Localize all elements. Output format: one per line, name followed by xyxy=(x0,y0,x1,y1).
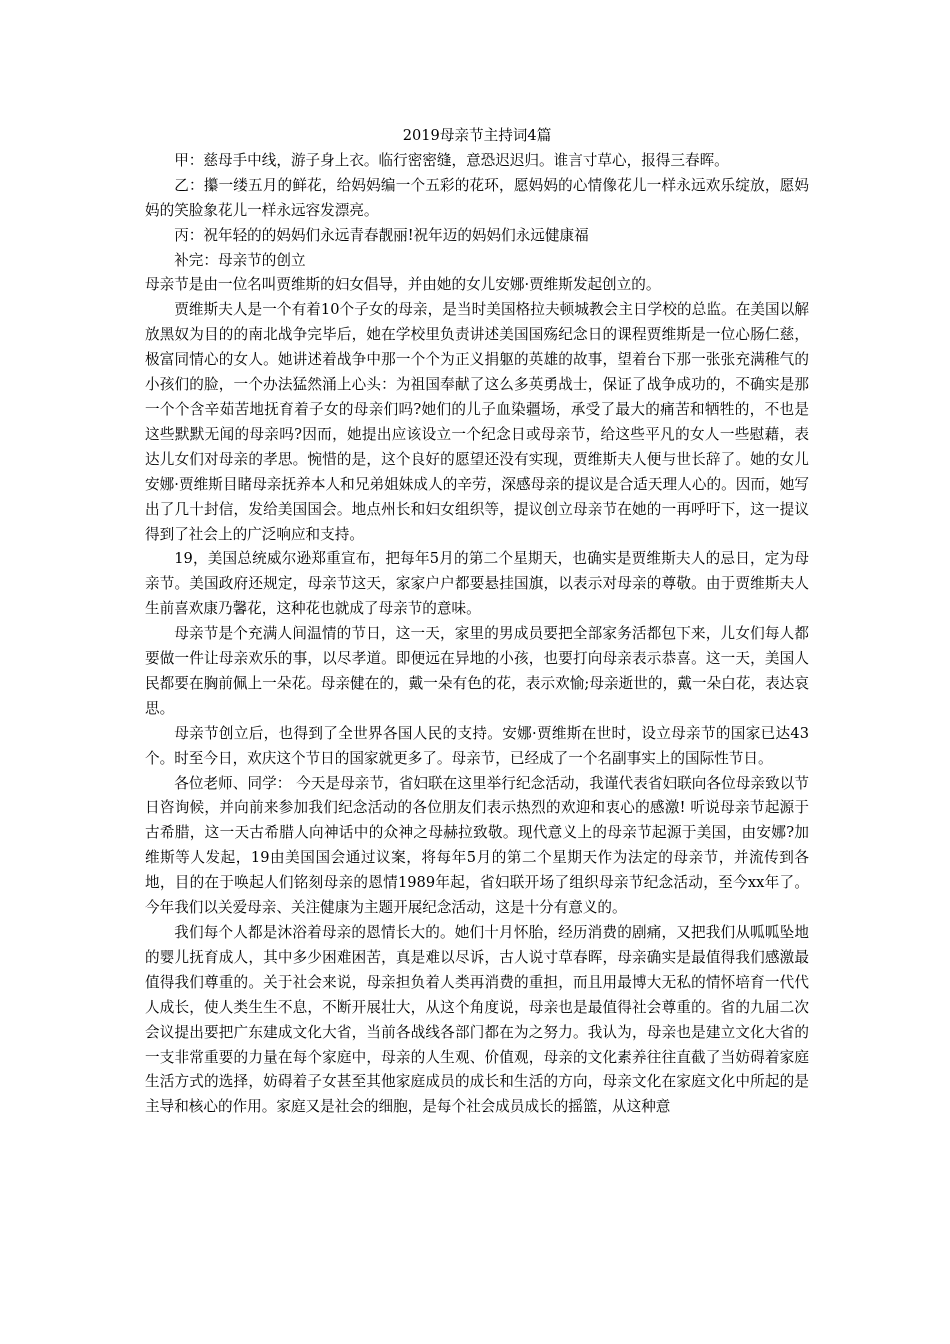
paragraph-speech-body: 我们每个人都是沐浴着母亲的恩情长大的。她们十月怀胎，经历消费的剧痛，又把我们从呱呱坠地的婴儿抚育成人，其中多少困难困苦，真是难以尽诉，古人说寸草春晖，母亲确实是最值得我们感激最值得我们尊重的。关于社会来说，母亲担负着人类再消费的重担，而且用最博大无私的情怀培育一代代人成长，使人类生生不息，不断开展壮大，从这个角度说，母亲也是最值得社会尊重的。省的九届二次会议提出要把广东建成文化大省，当前各战线各部门都在为之努力。我认为，母亲也是建立文化大省的一支非常重要的力量在每个家庭中，母亲的人生观、价值观，母亲的文化素养往往直截了当妨碍着家庭生活方式的选择，妨碍着子女甚至其他家庭成员的成长和生活的方向，母亲文化在家庭文化中所起的是主导和核心的作用。家庭又是社会的细胞，是每个社会成员成长的摇篮，从这种意 xyxy=(145,924,809,1116)
paragraph-yi: 乙：攥一缕五月的鲜花，给妈妈编一个五彩的花环，愿妈妈的心情像花儿一样永远欢乐绽放，愿妈妈的笑脸象花儿一样永远容发漂亮。 xyxy=(145,176,809,219)
document-body xyxy=(145,124,809,1120)
paragraph-holiday-customs: 母亲节是个充满人间温情的节日，这一天，家里的男成员要把全部家务活都包下来，儿女们每人都要做一件让母亲欢乐的事，以尽孝道。即便远在异地的小孩，也要打向母亲表示恭喜。这一天，美国人民都要在胸前佩上一朵花。母亲健在的，戴一朵有色的花，表示欢愉;母亲逝世的，戴一朵白花，表达哀思。 xyxy=(145,625,809,717)
paragraph-international: 母亲节创立后，也得到了全世界各国人民的支持。安娜·贾维斯在世时，设立母亲节的国家已达43个。时至今日，欢庆这个节日的国家就更多了。母亲节，已经成了一个名副事实上的国际性节日。 xyxy=(145,724,809,767)
paragraph-jarvis-story: 贾维斯夫人是一个有着10个子女的母亲，是当时美国格拉夫顿城教会主日学校的总监。在美国以解放黑奴为目的的南北战争完毕后，她在学校里负责讲述美国国殇纪念日的课程贾维斯是一位心肠仁慈，极富同情心的女人。她讲述着战争中那一个个为正义捐躯的英雄的故事，望着台下那一张张充满稚气的小孩们的脸，一个办法猛然涌上心头：为祖国奉献了这么多英勇战士，保证了战争成功的，不确实是那一个个含辛茹苦地抚育着子女的母亲们吗?她们的儿子血染疆场，承受了最大的痛苦和牺牲的，不也是这些默默无闻的母亲吗?因而，她提出应该设立一个纪念日或母亲节，给这些平凡的女人一些慰藉，表达儿女们对母亲的孝思。惋惜的是，这个良好的愿望还没有实现，贾维斯夫人便与世长辞了。她的女儿安娜·贾维斯目睹母亲抚养本人和兄弟姐妹成人的辛劳，深感母亲的提议是合适天理人心的。因而，她写出了几十封信，发给美国国会。地点州长和妇女组织等，提议创立母亲节在她的一再呼吁下，这一提议得到了社会上的广泛响应和支持。 xyxy=(145,301,809,543)
document-title: 2019母亲节主持词4篇 xyxy=(402,127,552,144)
paragraph-speech-opening: 各位老师、同学： 今天是母亲节，省妇联在这里举行纪念活动，我谨代表省妇联向各位母亲致以节日咨询候，并向前来参加我们纪念活动的各位朋友们表示热烈的欢迎和衷心的感激! 听说母亲节起源于古希腊，这一天古希腊人向神话中的众神之母赫拉致敬。现代意义上的母亲节起源于美国，由安娜?加维斯等人发起，19由美国国会通过议案，将每年5月的第二个星期天作为法定的母亲节，并流传到各地，目的在于唤起人们铭刻母亲的恩情1989年起，省妇联开场了组织母亲节纪念活动，至今xx年了。今年我们以关爱母亲、关注健康为主题开展纪念活动，这是十分有意义的。 xyxy=(145,774,809,917)
paragraph-jia: 甲：慈母手中线，游子身上衣。临行密密缝，意恐迟迟归。谁言寸草心，报得三春晖。 xyxy=(174,151,729,169)
paragraph-bing: 丙：祝年轻的的妈妈们永远青春靓丽!祝年迈的妈妈们永远健康福 xyxy=(174,226,589,244)
paragraph-wilson-declaration: 19，美国总统威尔逊郑重宣布，把每年5月的第二个星期天，也确实是贾维斯夫人的忌日，定为母亲节。美国政府还规定，母亲节这天，家家户户都要悬挂国旗，以表示对母亲的尊敬。由于贾维斯夫人生前喜欢康乃馨花，这种花也就成了母亲节的意味。 xyxy=(145,550,809,618)
paragraph-origin-intro: 母亲节是由一位名叫贾维斯的妇女倡导，并由她的女儿安娜·贾维斯发起创立的。 xyxy=(145,276,661,294)
paragraph-supplement-heading: 补完：母亲节的创立 xyxy=(174,251,306,269)
